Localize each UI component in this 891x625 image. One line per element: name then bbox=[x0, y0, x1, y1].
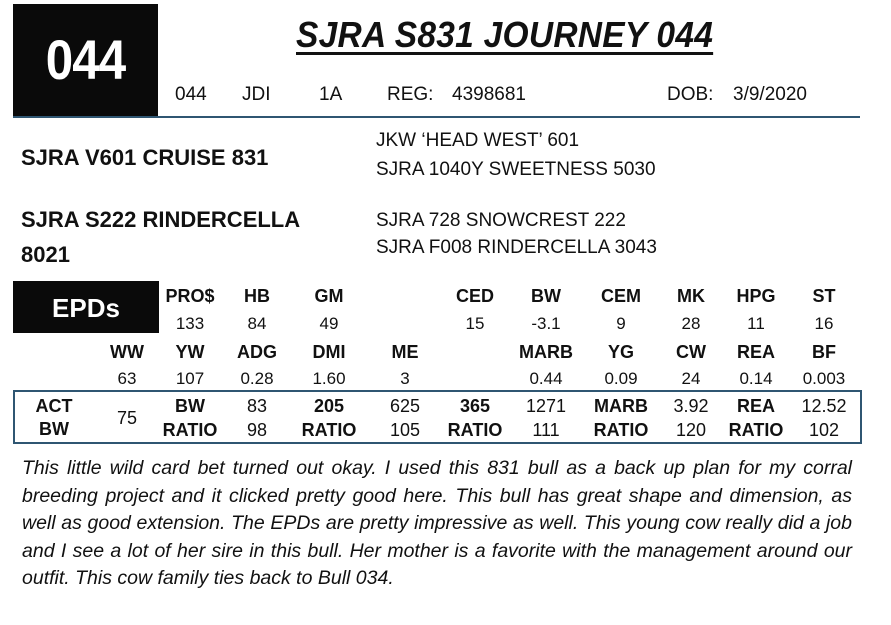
epd-header-adg: ADG bbox=[237, 342, 277, 362]
reg-value: 4398681 bbox=[452, 84, 526, 105]
epd-value-rea: 0.14 bbox=[739, 369, 773, 388]
dob-value: 3/9/2020 bbox=[733, 84, 807, 105]
sire-sire-name: JKW ‘HEAD WEST’ 601 bbox=[376, 130, 580, 151]
description-paragraph: This little wild card bet turned out okay. I used this 831 bull as a back up plan for my corral breeding project and it clicked pretty good here. This bull has great shape and dimension, as well as good extension. The EPDs are pretty impressive as well. This young cow really did a job and I see a lot of her sire in this bull. Her mother is a favorite with the management around our outfit. This cow family ties back to Bull 034. bbox=[22, 457, 852, 589]
act-value-bw: 83 bbox=[246, 396, 268, 416]
epd-value-hpg: 11 bbox=[747, 314, 765, 333]
epd-header-yg: YG bbox=[607, 342, 634, 362]
act-value-rea: 12.52 bbox=[801, 396, 847, 416]
epd-value-cw: 24 bbox=[681, 369, 701, 388]
group: 1A bbox=[319, 84, 343, 105]
dam-name-line2: 8021 bbox=[21, 242, 70, 267]
epd-value-hb: 84 bbox=[247, 314, 267, 333]
epd-header-st: ST bbox=[812, 286, 836, 306]
tag-number: 044 bbox=[175, 84, 207, 105]
act-value-marb-ratio: 120 bbox=[675, 420, 707, 440]
epd-header-ww: WW bbox=[110, 342, 144, 362]
act-value-365: 1271 bbox=[525, 396, 567, 416]
epd-value-bw: -3.1 bbox=[531, 314, 561, 333]
epd-value-cem: 9 bbox=[616, 314, 626, 333]
bw-actual-value: 75 bbox=[116, 408, 138, 428]
act-header-205-ratio: RATIO bbox=[301, 420, 357, 440]
epd-label: EPDs bbox=[52, 293, 120, 323]
act-header-marb-ratio: RATIO bbox=[593, 420, 649, 440]
epd-label-box bbox=[13, 281, 159, 333]
act-header-365: 365 bbox=[459, 396, 491, 416]
epd-value-me: 3 bbox=[400, 369, 410, 388]
epd-header-hpg: HPG bbox=[736, 286, 776, 306]
act-value-marb: 3.92 bbox=[673, 396, 709, 416]
epd-header-cw: CW bbox=[676, 342, 706, 362]
epd-value-pro: 133 bbox=[175, 314, 205, 333]
sire-dam-name: SJRA 1040Y SWEETNESS 5030 bbox=[376, 159, 656, 180]
act-value-365-ratio: 111 bbox=[532, 420, 560, 440]
epd-header-ced: CED bbox=[455, 286, 494, 306]
act-header-bw: BW bbox=[175, 396, 205, 416]
dam-sire-name: SJRA 728 SNOWCREST 222 bbox=[376, 210, 626, 231]
sire-name: SJRA V601 CRUISE 831 bbox=[21, 145, 269, 170]
dam-name-line1: SJRA S222 RINDERCELLA bbox=[21, 207, 301, 232]
epd-header-gm: GM bbox=[314, 286, 344, 306]
act-header-205: 205 bbox=[313, 396, 345, 416]
epd-header-hb: HB bbox=[244, 286, 270, 306]
epd-header-bf: BF bbox=[812, 342, 836, 362]
epd-value-gm: 49 bbox=[319, 314, 339, 333]
epd-value-st: 16 bbox=[814, 314, 834, 333]
bw-label: BW bbox=[39, 419, 69, 439]
act-header-rea: REA bbox=[736, 396, 775, 416]
epd-header-yw: YW bbox=[175, 342, 205, 362]
epd-header-mk: MK bbox=[677, 286, 705, 306]
act-header-bw-ratio: RATIO bbox=[162, 420, 218, 440]
brand: JDI bbox=[242, 84, 271, 105]
epd-value-bf: 0.003 bbox=[802, 369, 846, 388]
epd-header-marb: MARB bbox=[519, 342, 573, 362]
act-header-rea-ratio: RATIO bbox=[728, 420, 784, 440]
epd-header-rea: REA bbox=[736, 342, 775, 362]
act-value-205-ratio: 105 bbox=[389, 420, 421, 440]
dam-dam-name: SJRA F008 RINDERCELLA 3043 bbox=[376, 237, 657, 258]
act-header-marb: MARB bbox=[594, 396, 648, 416]
lot-number-box bbox=[13, 4, 158, 116]
act-value-205: 625 bbox=[389, 396, 421, 416]
epd-value-dmi: 1.60 bbox=[312, 369, 346, 388]
animal-title: SJRA S831 JOURNEY 044 bbox=[296, 14, 714, 55]
epd-header-pro: PRO$ bbox=[165, 286, 215, 306]
act-label: ACT bbox=[35, 396, 73, 416]
lot-number: 044 bbox=[45, 28, 126, 91]
reg-label: REG: bbox=[387, 84, 434, 105]
epd-header-dmi: DMI bbox=[312, 342, 346, 362]
header-divider bbox=[13, 116, 860, 118]
act-header-365-ratio: RATIO bbox=[447, 420, 503, 440]
epd-header-me: ME bbox=[391, 342, 419, 362]
epd-value-mk: 28 bbox=[681, 314, 701, 333]
epd-header-bw: BW bbox=[531, 286, 561, 306]
epd-value-ced: 15 bbox=[465, 314, 485, 333]
act-value-rea-ratio: 102 bbox=[808, 420, 840, 440]
epd-value-marb: 0.44 bbox=[529, 369, 563, 388]
epd-value-yw: 107 bbox=[175, 369, 205, 388]
dob-label: DOB: bbox=[667, 84, 714, 105]
epd-value-ww: 63 bbox=[117, 369, 137, 388]
epd-header-cem: CEM bbox=[601, 286, 641, 306]
act-value-bw-ratio: 98 bbox=[246, 420, 268, 440]
epd-value-yg: 0.09 bbox=[604, 369, 638, 388]
epd-value-adg: 0.28 bbox=[240, 369, 274, 388]
